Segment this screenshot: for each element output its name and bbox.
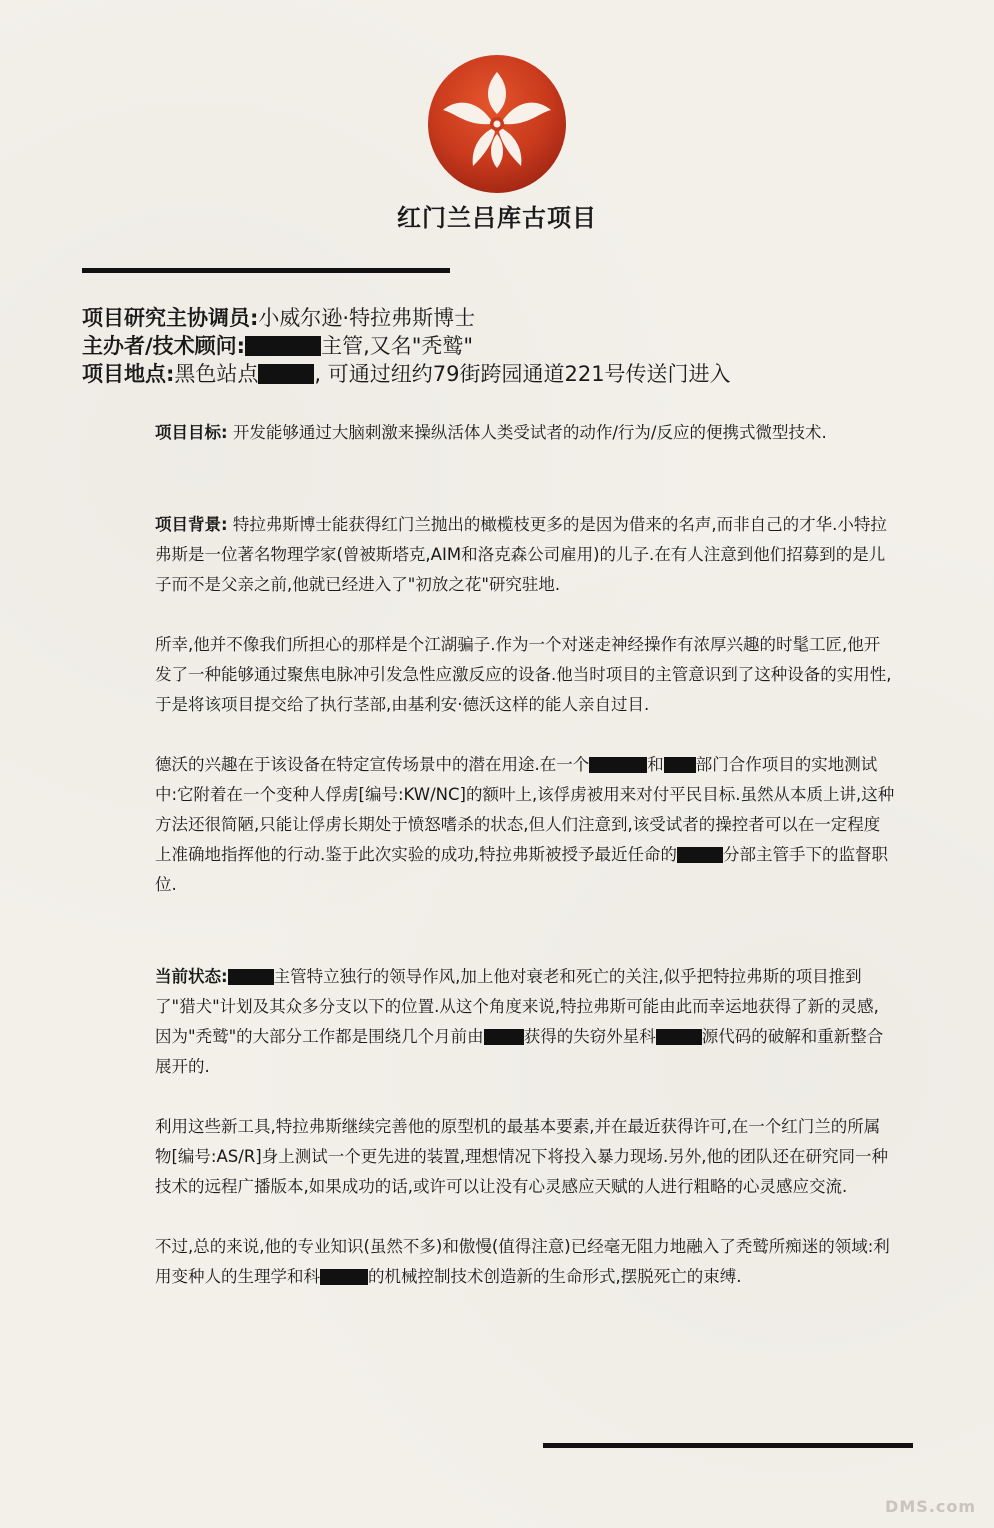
sponsor-label: 主办者/技术顾问:	[82, 334, 246, 358]
divider-bottom	[543, 1443, 913, 1448]
redaction-bar	[664, 757, 696, 773]
project-title: 红门兰吕库古项目	[397, 204, 597, 232]
location-label: 项目地点:	[82, 362, 175, 386]
goal-label: 项目目标:	[155, 423, 228, 442]
lead-value: 小威尔逊·特拉弗斯博士	[258, 306, 476, 330]
goal-paragraph	[155, 418, 895, 448]
redaction-bar	[484, 1029, 524, 1045]
redaction-bar	[320, 1269, 368, 1285]
document-body	[155, 418, 895, 1292]
redaction-bar	[228, 969, 274, 985]
site-watermark: DMS.com	[885, 1497, 976, 1516]
sponsor-row	[82, 332, 942, 360]
redaction-bar	[677, 847, 723, 863]
lead-label: 项目研究主协调员:	[82, 306, 259, 330]
lead-row	[82, 304, 942, 332]
divider-top	[82, 268, 450, 273]
background-paragraph-3: 德沃的兴趣在于该设备在特定宣传场景中的潜在用途.在一个 和 部门合作项目的实地测试中:它附着在一个变种人俘虏[编号:KW/NC]的额叶上,该俘虏被用来对付平民目标.虽然从本质上讲,这种方法还很简陋,只能让俘虏长期处于愤怒嗜杀的状态,但人们注意到,该受试者的操控者可以在一定程度上准确地指挥他的行动.鉴于此次实验的成功,特拉弗斯被授予最近任命的 分部主管手下的监督职位.	[155, 755, 895, 894]
location-row	[82, 360, 942, 388]
status-paragraph-1: 当前状态: 主管特立独行的领导作风,加上他对衰老和死亡的关注,似乎把特拉弗斯的项目推到了"猎犬"计划及其众多分支以下的位置.从这个角度来说,特拉弗斯可能由此而幸运地获得了新的灵感,因为"秃鹫"的大部分工作都是围绕几个月前由 获得的失窃外星科 源代码的破解和重新整合展开的.	[155, 967, 884, 1076]
status-paragraph-3: 不过,总的来说,他的专业知识(虽然不多)和傲慢(值得注意)已经毫无阻力地融入了秃鹫所痴迷的领域:利用变种人的生理学和科 的机械控制技术创造新的生命形式,摆脱死亡的束缚.	[155, 1237, 890, 1286]
orchid-flower-icon	[427, 54, 567, 194]
goal-text: 开发能够通过大脑刺激来操纵活体人类受试者的动作/行为/反应的便携式微型技术.	[227, 423, 827, 442]
status-label: 当前状态:	[155, 967, 228, 986]
background-label: 项目背景:	[155, 515, 228, 534]
location-value-a: 黑色站点	[174, 362, 259, 386]
redaction-bar	[258, 364, 314, 384]
project-meta	[82, 304, 942, 388]
redaction-bar	[589, 757, 647, 773]
location-value-b: , 可通过纽约79街跨园通道221号传送门进入	[314, 362, 731, 386]
status-paragraph-2: 利用这些新工具,特拉弗斯继续完善他的原型机的最基本要素,并在最近获得许可,在一个红门兰的所属物[编号:AS/R]身上测试一个更先进的装置,理想情况下将投入暴力现场.另外,他的团队还在研究同一种技术的远程广播版本,如果成功的话,或许可以让没有心灵感应天赋的人进行粗略的心灵感应交流.	[155, 1117, 888, 1196]
sponsor-value: 主管,又名"秃鹫"	[321, 334, 474, 358]
background-paragraph-2: 所幸,他并不像我们所担心的那样是个江湖骗子.作为一个对迷走神经操作有浓厚兴趣的时髦工匠,他开发了一种能够通过聚焦电脉冲引发急性应激反应的设备.他当时项目的主管意识到了这种设备的实用性,于是将该项目提交给了执行茎部,由基利安·德沃这样的能人亲自过目.	[155, 635, 892, 714]
redaction-bar	[656, 1029, 702, 1045]
redaction-bar	[245, 336, 321, 356]
organization-logo	[427, 54, 567, 194]
background-paragraph-1: 项目背景: 特拉弗斯博士能获得红门兰抛出的橄榄枝更多的是因为借来的名声,而非自己的才华.小特拉弗斯是一位著名物理学家(曾被斯塔克,AIM和洛克森公司雇用)的儿子.在有人注意到他们招募到的是儿子而不是父亲之前,他就已经进入了"初放之花"研究驻地.	[155, 515, 887, 594]
